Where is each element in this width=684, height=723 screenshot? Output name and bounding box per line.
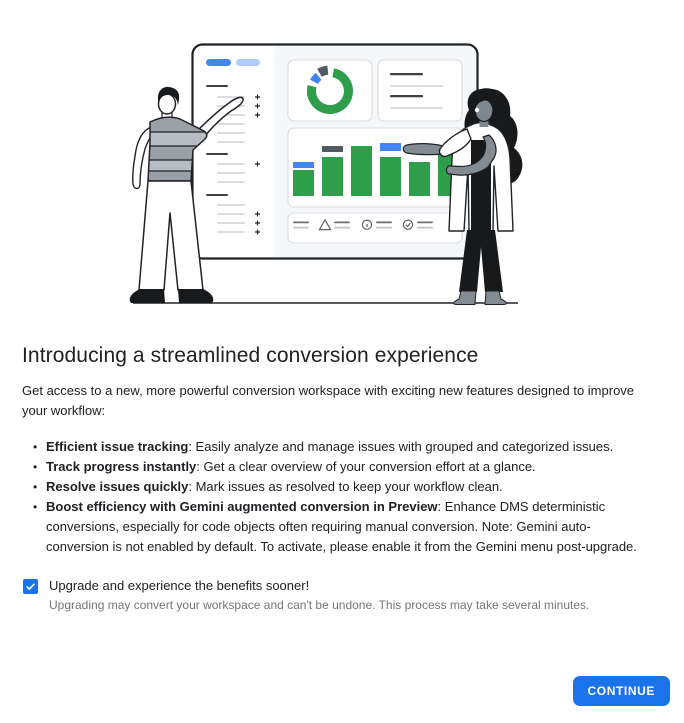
continue-button[interactable]: CONTINUE [573,676,670,706]
benefit-title: Track progress instantly [46,459,197,474]
checkbox-note: Upgrading may convert your workspace and can't be undone. This process may take several minutes. [49,598,590,612]
upgrade-checkbox[interactable] [23,579,38,594]
bar-chart-icon [288,128,462,207]
benefit-title: Boost efficiency with Gemini augmented conversion in Preview [46,499,438,514]
upgrade-checkbox-row [22,578,662,613]
checkbox-label[interactable]: Upgrade and experience the benefits sooner! [49,578,310,593]
benefit-text: : Get a clear overview of your conversion effort at a glance. [196,459,536,474]
summary-card [378,60,462,121]
benefit-item [33,457,651,477]
dialog-footer [573,676,670,706]
benefit-text: : Easily analyze and manage issues with grouped and categorized issues. [188,439,614,454]
page-title: Introducing a streamlined conversion experience [22,344,479,367]
donut-chart-icon [288,60,372,121]
upgrade-dialog [0,344,684,613]
checkmark-icon [25,581,36,592]
intro-text: Get access to a new, more powerful conversion workspace with exciting new features designed to improve your workflow: [22,383,635,418]
benefit-item [33,477,651,497]
plus-icon [255,95,260,235]
benefit-item [33,437,651,457]
illustration [0,0,684,312]
benefit-text: : Enhance DMS deterministic conversions, especially for code objects often requiring manual conversion. Note: Gemini auto-conversion is not enabled by default. To activate, please enable it from the Gemini menu post-upgrade. [46,499,637,554]
status-bar [288,213,462,243]
benefit-title: Efficient issue tracking [46,439,189,454]
benefit-title: Resolve issues quickly [46,479,189,494]
benefits-list [22,437,651,557]
benefit-text: : Mark issues as resolved to keep your workflow clean. [188,479,503,494]
dashboard-illustration [0,0,684,312]
benefit-item [33,497,651,557]
